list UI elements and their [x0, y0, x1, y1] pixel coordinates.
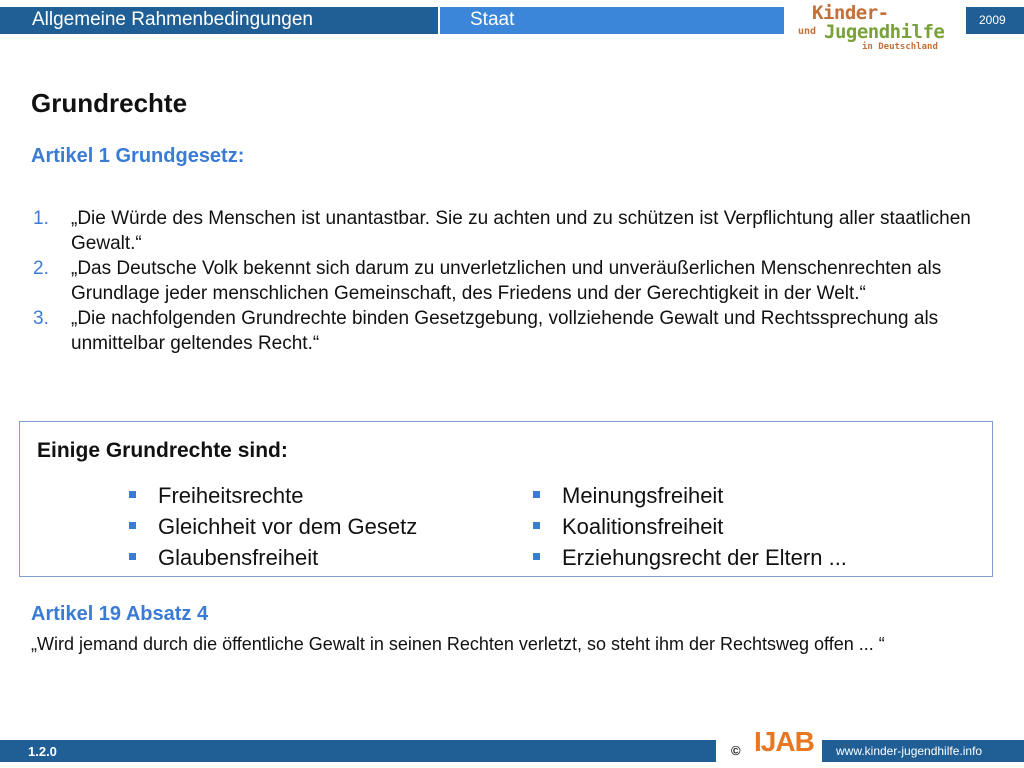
bullet-square-icon [533, 553, 540, 560]
list-item-text: „Die Würde des Menschen ist unantastbar. Sie zu achten und zu schützen ist Verpflichtung aller staatlichen Gewalt.“ [71, 208, 971, 254]
footer-url-link[interactable]: www.kinder-jugendhilfe.info [836, 744, 983, 758]
list-item [31, 256, 971, 306]
copyright-symbol: © [731, 743, 741, 758]
list-item-number: 1. [33, 208, 49, 229]
bullet-text: Meinungsfreiheit [562, 483, 724, 508]
header-section-label: Allgemeine Rahmenbedingungen [32, 9, 313, 30]
bullet-item [128, 542, 417, 573]
bullet-item [128, 480, 417, 511]
bullet-square-icon [129, 553, 136, 560]
header-year-bar [966, 7, 1024, 34]
bullet-text: Freiheitsrechte [158, 483, 304, 508]
header-topic-label: Staat [470, 9, 515, 30]
rights-column-right [532, 480, 847, 573]
bullet-item [532, 480, 847, 511]
bullet-square-icon [129, 522, 136, 529]
header-section-bar [0, 7, 438, 34]
bullet-square-icon [129, 491, 136, 498]
kinder-jugendhilfe-logo [790, 2, 960, 54]
bullet-text: Erziehungsrecht der Eltern ... [562, 545, 847, 570]
bullet-text: Glaubensfreiheit [158, 545, 319, 570]
footer-page-bar [0, 740, 716, 762]
bullet-square-icon [533, 522, 540, 529]
list-item-text: „Das Deutsche Volk bekennt sich darum zu unverletzlichen und unveräußerlichen Menschenrechten als Grundlage jeder menschlichen Gemeinschaft, des Friedens und der Gerechtigkeit in der Welt.“ [71, 258, 942, 304]
ijab-logo: IJAB [754, 726, 814, 757]
bullet-item [128, 511, 417, 542]
article19-quote: „Wird jemand durch die öffentliche Gewalt in seinen Rechten verletzt, so steht ihm der Rechtsweg offen ... “ [31, 634, 885, 654]
list-item [31, 206, 971, 256]
logo-line1: Kinder- [812, 2, 889, 24]
header-topic-bar [440, 7, 784, 34]
list-item-text: „Die nachfolgenden Grundrechte binden Gesetzgebung, vollziehende Gewalt und Rechtssprechung als unmittelbar geltendes Recht.“ [71, 308, 939, 354]
rights-column-left [128, 480, 417, 573]
bullet-item [532, 542, 847, 573]
logo-line2: Jugendhilfe [824, 21, 945, 43]
rights-box [19, 421, 993, 577]
list-item-number: 2. [33, 258, 49, 279]
bullet-text: Koalitionsfreiheit [562, 514, 724, 539]
logo-und: und [798, 26, 817, 37]
list-item [31, 306, 971, 356]
article1-heading: Artikel 1 Grundgesetz: [31, 145, 245, 167]
rights-box-title: Einige Grundrechte sind: [37, 439, 288, 462]
header-year-label: 2009 [979, 13, 1006, 27]
article19-heading: Artikel 19 Absatz 4 [31, 603, 209, 625]
article1-list [31, 206, 971, 356]
footer-url-bar [822, 740, 1024, 762]
bullet-square-icon [533, 491, 540, 498]
bullet-item [532, 511, 847, 542]
footer-page-number: 1.2.0 [28, 744, 57, 759]
page-title: Grundrechte [31, 88, 188, 118]
bullet-text: Gleichheit vor dem Gesetz [158, 514, 418, 539]
list-item-number: 3. [33, 308, 49, 329]
logo-line3: in Deutschland [862, 42, 938, 52]
